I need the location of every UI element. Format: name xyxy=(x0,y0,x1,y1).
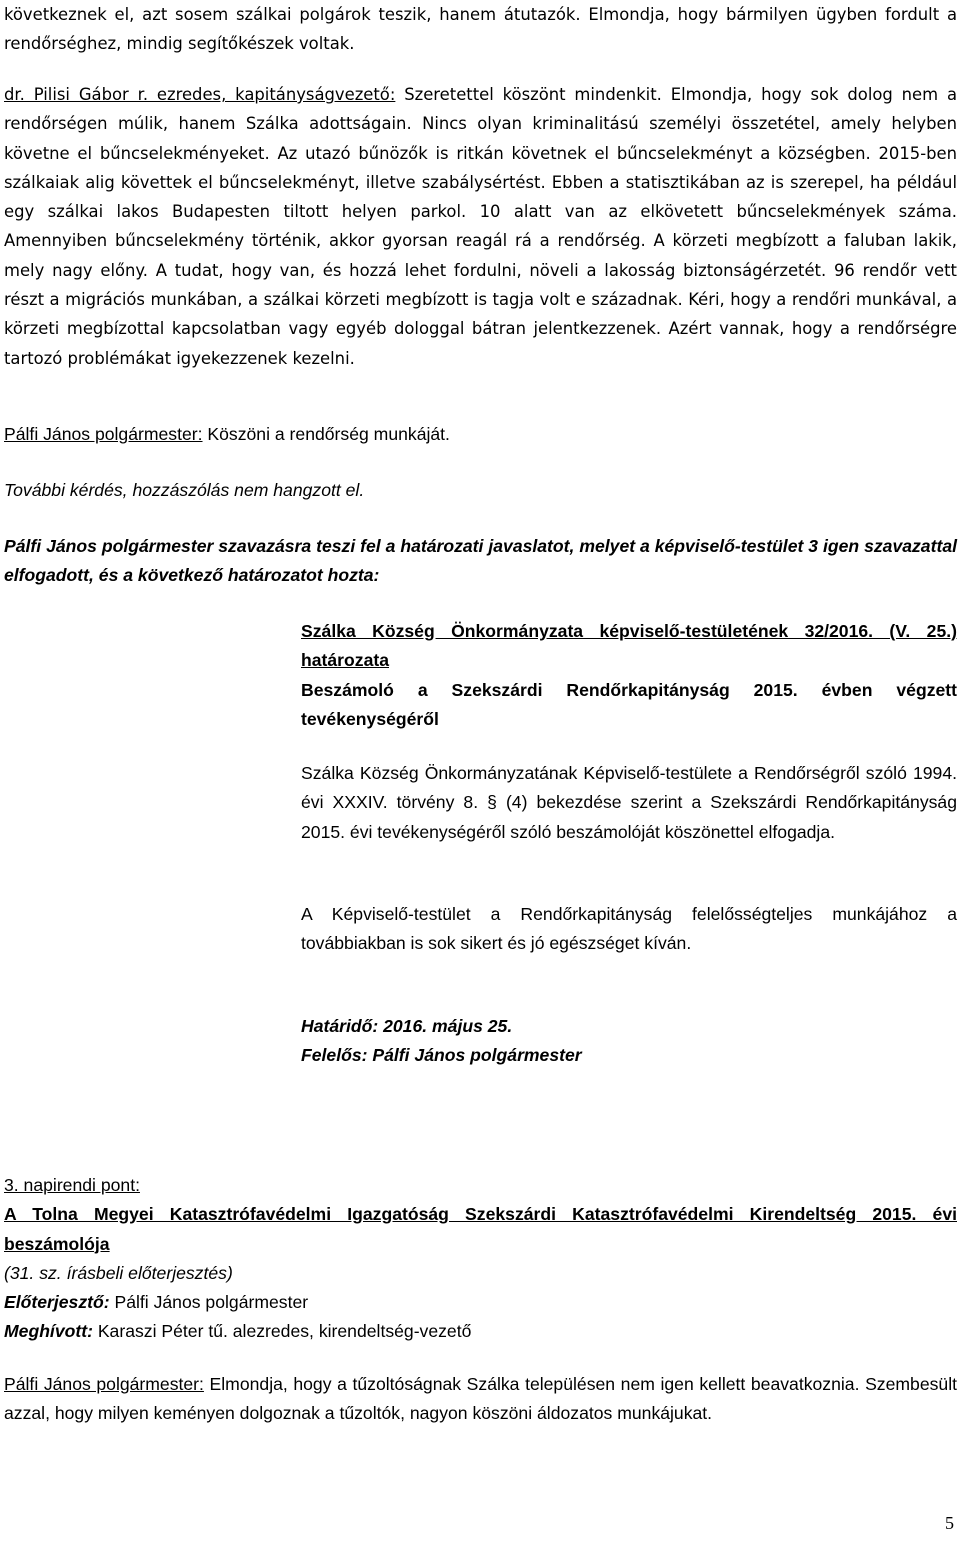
agenda-point: 3. napirendi pont: xyxy=(4,1175,140,1195)
agenda-title: A Tolna Megyei Katasztrófavédelmi Igazgatóság Szekszárdi Katasztrófavédelmi Kirendeltség 2015. évi beszámolója xyxy=(4,1204,957,1254)
agenda-invited: Meghívott: Karaszi Péter tű. alezredes, kirendeltség-vezető xyxy=(4,1321,472,1342)
resolution-body-1: Szálka Község Önkormányzatának Képviselő-testülete a Rendőrségről szóló 1994. évi XXXIV. törvény 8. § (4) bekezdése szerint a Szekszárdi Rendőrkapitányság 2015. évi tevékenységéről szóló beszámolóját köszönettel elfogadja. xyxy=(301,763,957,842)
speaker-police-chief: dr. Pilisi Gábor r. ezredes, kapitányságvezető: xyxy=(4,85,396,104)
paragraph-police-chief: dr. Pilisi Gábor r. ezredes, kapitányságvezető: Szeretettel köszönt mindenkit. Elmondja, hogy sok dolog nem a rendőrségen múlik, hanem Szálka adottságain. Nincs olyan kriminalitású személyi összetétel, amely helyben követne el bűncselekményeket. Az utazó bűnözők is ritkán követnek el bűncselekményt a községben. 2015-ben szálkaiak alig követtek el bűncselekményt, illetve szabálysértést. Ebben a statisztikában az is szerepel, ha például egy szálkai lakos Budapesten tiltott helyen parkol. 10 alatt van az elkövetett bűncselekmények száma. Amennyiben bűncselekmény történik, akkor gyorsan reagál rá a rendőrség. A körzeti megbízott a faluban lakik, mely nagy előny. A tudat, hogy van, és hozzá lehet fordulni, növeli a lakosság biztonságérzetét. 96 rendőr vett részt a migrációs munkában, a szálkai körzeti megbízott is tagja volt e századnak. Kéri, hogy a rendőri munkával, a körzeti megbízottal kapcsolatban vagy egyéb dologgal bátran jelentkezzenek. Azért vannak, hogy a rendőrségre tartozó problémákat igyekezzenek kezelni. xyxy=(4,85,957,368)
resolution-block xyxy=(301,617,957,734)
agenda-block xyxy=(4,1171,957,1347)
speaker-mayor: Pálfi János polgármester: xyxy=(4,424,203,444)
resolution-footer xyxy=(301,1012,957,1071)
resolution-deadline: Határidő: 2016. május 25. xyxy=(301,1016,513,1036)
speaker-mayor-fire: Pálfi János polgármester: xyxy=(4,1374,204,1394)
paragraph-mayor-thanks: Pálfi János polgármester: Köszöni a rendőrség munkáját. xyxy=(4,424,450,444)
agenda-note: (31. sz. írásbeli előterjesztés) xyxy=(4,1262,233,1283)
paragraph-no-questions: További kérdés, hozzászólás nem hangzott el. xyxy=(4,480,365,500)
paragraph-mayor-fire: Pálfi János polgármester: Elmondja, hogy a tűzoltóságnak Szálka településen nem igen kellett beavatkoznia. Szembesült azzal, hogy milyen keményen dolgoznak a tűzoltók, nagyon köszöni áldozatos munkájukat. xyxy=(4,1374,957,1424)
paragraph-intro: következnek el, azt sosem szálkai polgárok teszik, hanem átutazók. Elmondja, hogy bármilyen ügyben fordult a rendőrséghez, mindig segítőkészek voltak. xyxy=(4,5,957,54)
resolution-responsible: Felelős: Pálfi János polgármester xyxy=(301,1045,582,1066)
paragraph-vote: Pálfi János polgármester szavazásra teszi fel a határozati javaslatot, melyet a képviselő-testület 3 igen szavazattal elfogadott, és a következő határozatot hozta: xyxy=(4,536,957,586)
resolution-title: Beszámoló a Szekszárdi Rendőrkapitányság 2015. évben végzett tevékenységéről xyxy=(301,679,957,729)
resolution-number: Szálka Község Önkormányzata képviselő-testületének 32/2016. (V. 25.) határozata xyxy=(301,621,957,671)
resolution-body-2: A Képviselő-testület a Rendőrkapitányság felelősségteljes munkájához a továbbiakban is sok sikert és jó egészséget kíván. xyxy=(301,904,957,954)
agenda-presenter: Előterjesztő: Pálfi János polgármester xyxy=(4,1292,309,1313)
page-number: 5 xyxy=(945,1513,954,1533)
